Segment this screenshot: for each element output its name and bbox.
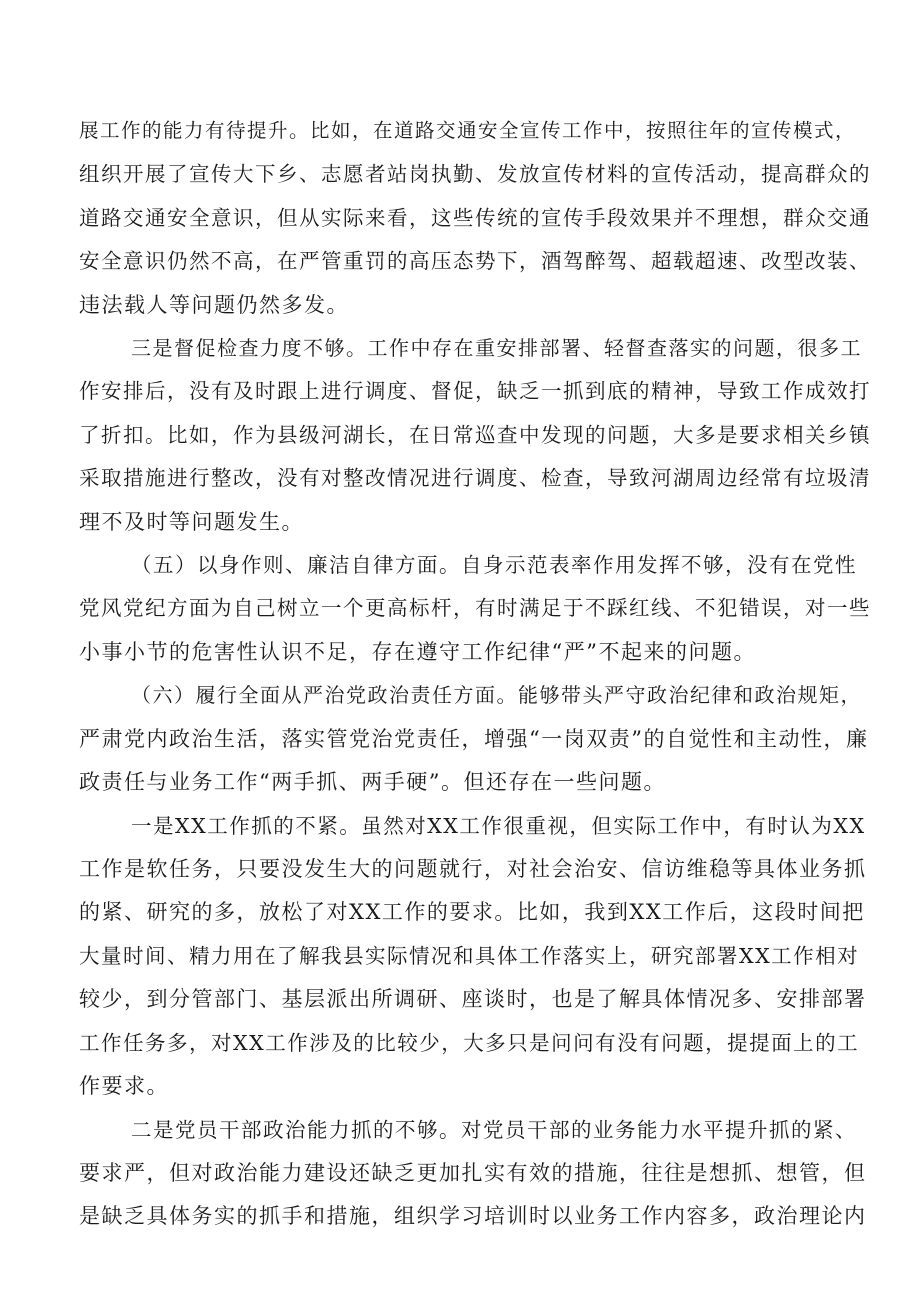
section-heading-line: （六）履行全面从严治党政治责任方面。能够带头严守政治纪律和政治规矩，	[131, 683, 862, 707]
text-line: 较少，到分管部门、基层派出所调研、座谈时，也是了解具体情况多、安排部署	[79, 987, 867, 1011]
text-line: 三是督促检查力度不够。工作中存在重安排部署、轻督查落实的问题，很多工	[131, 336, 862, 360]
text-line: 展工作的能力有待提升。比如，在道路交通安全宣传工作中，按照往年的宣传模式，	[79, 119, 857, 142]
text-line: 政责任与业务工作“两手抓、两手硬”。但还存在一些问题。	[79, 770, 666, 794]
text-line: 采取措施进行整改，没有对整改情况进行调度、检查，导致河湖周边经常有垃圾清	[79, 466, 871, 490]
text-line: 大量时间、精力用在了解我县实际情况和具体工作落实上，研究部署XX工作相对	[79, 944, 860, 968]
text-line: 组织开展了宣传大下乡、志愿者站岗执勤、发放宣传材料的宣传活动，提高群众的	[79, 162, 871, 186]
text-line: 理不及时等问题发生。	[79, 510, 304, 534]
text-line: 工作是软任务，只要没发生大的问题就行，对社会治安、信访维稳等具体业务抓	[79, 857, 867, 881]
text-line: 是缺乏具体务实的抓手和措施，组织学习培训时以业务工作内容多，政治理论内	[79, 1204, 867, 1228]
text-line: 道路交通安全意识，但从实际来看，这些传统的宣传手段效果并不理想，群众交通	[79, 206, 871, 230]
text-line: 安全意识仍然不高，在严管重罚的高压态势下，酒驾醉驾、超载超速、改型改装、	[79, 249, 871, 273]
text-line: 严肃党内政治生活，落实管党治党责任，增强“一岗双责”的自觉性和主动性，廉	[79, 727, 869, 751]
text-line: 作安排后，没有及时跟上进行调度、督促，缺乏一抓到底的精神，导致工作成效打	[79, 379, 871, 403]
text-line: 违法载人等问题仍然多发。	[79, 293, 349, 317]
text-line: 党风党纪方面为自己树立一个更高标杆，有时满足于不踩红线、不犯错误，对一些	[79, 596, 871, 620]
text-line: 工作任务多，对XX工作涉及的比较少，大多只是问问有没有问题，提提面上的工	[79, 1031, 860, 1055]
text-line: 小事小节的危害性认识不足，存在遵守工作纪律“严”不起来的问题。	[79, 640, 756, 664]
text-line: 要求严，但对政治能力建设还缺乏更加扎实有效的措施，往往是想抓、想管，但	[79, 1161, 867, 1185]
text-line: 二是党员干部政治能力抓的不够。对党员干部的业务能力水平提升抓的紧、	[131, 1118, 857, 1142]
text-line: 作要求。	[79, 1074, 169, 1098]
section-heading-line: （五）以身作则、廉洁自律方面。自身示范表率作用发挥不够，没有在党性	[131, 553, 857, 577]
text-line: 了折扣。比如，作为县级河湖长，在日常巡查中发现的问题，大多是要求相关乡镇	[79, 423, 871, 447]
text-line: 一是XX工作抓的不紧。虽然对XX工作很重视，但实际工作中，有时认为XX	[131, 814, 866, 838]
text-line: 的紧、研究的多，放松了对XX工作的要求。比如，我到XX工作后，这段时间把	[79, 900, 865, 924]
